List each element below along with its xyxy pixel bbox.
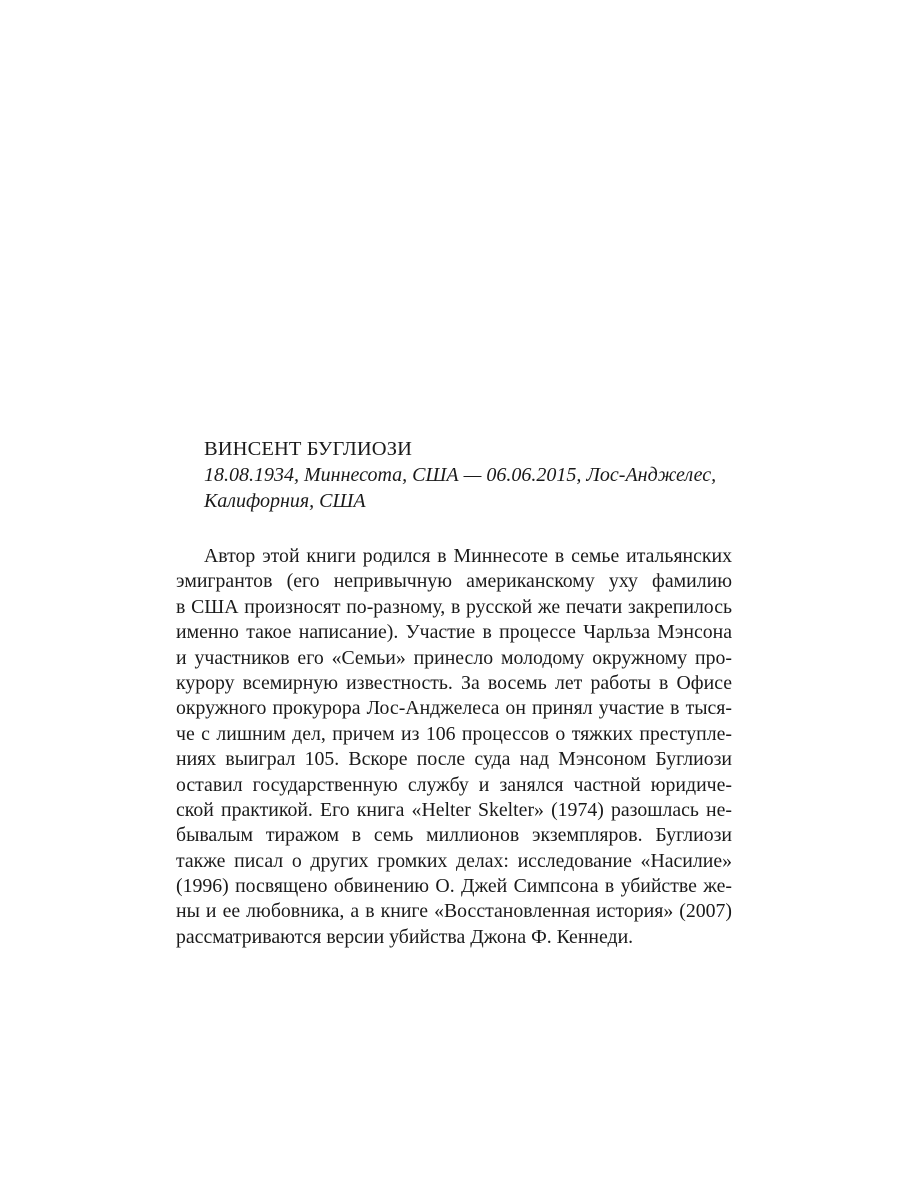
- bio-line: ской практикой. Его книга «Helter Skelter» (1974) разошлась не-: [176, 798, 732, 821]
- bio-line: че с лишним дел, причем из 106 процессов о тяжких преступле-: [176, 722, 732, 745]
- author-biography: [176, 544, 732, 950]
- author-dates-line-2: Калифорния, США: [204, 490, 366, 512]
- bio-line: также писал о других громких делах: исследование «Насилие»: [176, 849, 732, 872]
- bio-line: бывалым тиражом в семь миллионов экземпляров. Буглиози: [176, 824, 732, 847]
- bio-line: именно такое написание). Участие в процессе Чарльза Мэнсона: [176, 621, 732, 644]
- bio-line: ны и ее любовника, а в книге «Восстановленная история» (2007): [176, 900, 732, 923]
- author-header: [204, 436, 732, 514]
- bio-line: Автор этой книги родился в Миннесоте в семье итальянских: [204, 545, 732, 567]
- bio-line: и участников его «Семьи» принесло молодому окружному про-: [176, 646, 732, 669]
- author-dates-line-1: 18.08.1934, Миннесота, США — 06.06.2015, Лос-Анджелес,: [204, 464, 717, 486]
- bio-line: окружного прокурора Лос-Анджелеса он принял участие в тыся-: [176, 697, 732, 720]
- bio-line: рассматриваются версии убийства Джона Ф. Кеннеди.: [176, 925, 634, 948]
- author-note: [176, 436, 732, 950]
- bio-line: в США произносят по-разному, в русской же печати закрепилось: [176, 595, 732, 618]
- bio-line: курору всемирную известность. За восемь лет работы в Офисе: [176, 671, 732, 694]
- author-name: ВИНСЕНТ БУГЛИОЗИ: [204, 438, 412, 460]
- bio-line: эмигрантов (его непривычную американскому уху фамилию: [176, 570, 732, 593]
- bio-line: (1996) посвящено обвинению О. Джей Симпсона в убийстве же-: [176, 875, 732, 898]
- bio-line: ниях выиграл 105. Вскоре после суда над Мэнсоном Буглиози: [176, 748, 732, 771]
- bio-line: оставил государственную службу и занялся частной юридиче-: [176, 773, 732, 796]
